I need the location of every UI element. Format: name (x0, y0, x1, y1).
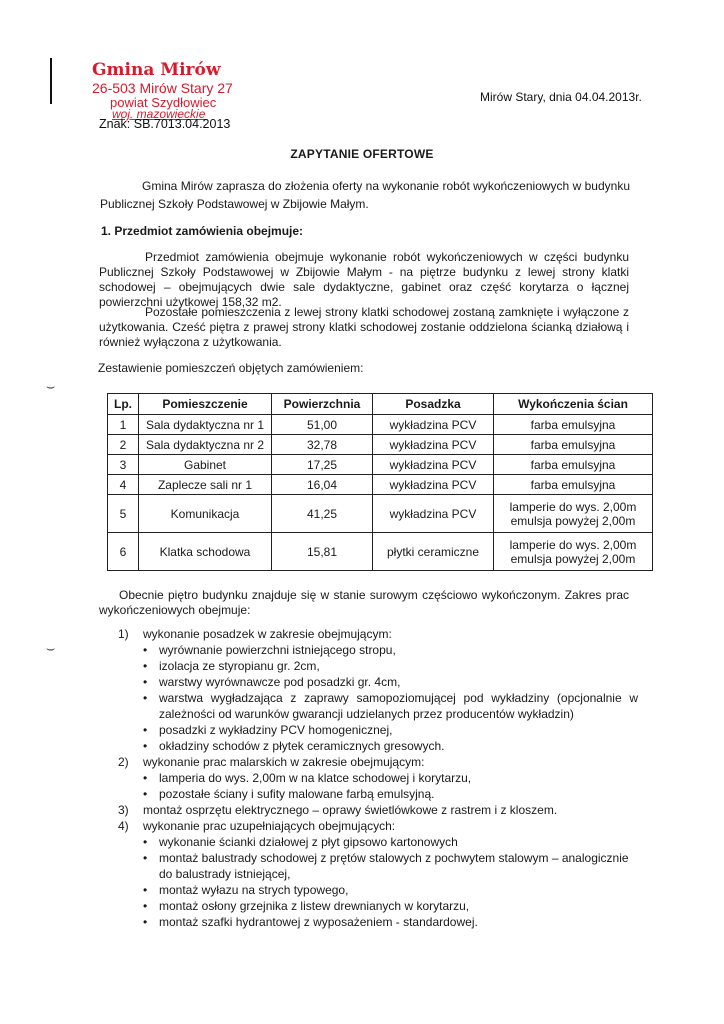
intro-paragraph: Gmina Mirów zaprasza do złożenia oferty na wykonanie robót wykończeniowych w budynku Publicznej Szkoły Podstawowej w Zbijowie Małym. (100, 179, 630, 211)
sub-item-text: montaż balustrady schodowej z prętów stalowych z pochwytem stalowym – analogicznie do balustrady istniejącej, (159, 851, 629, 881)
cell-lp: 5 (108, 495, 139, 533)
sub-item-text: montaż osłony grzejnika z listew drewnianych w korytarzu, (159, 899, 470, 913)
reference-number: Znak: SB.7013.04.2013 (99, 117, 231, 131)
cell-floor: wykładzina PCV (373, 495, 494, 533)
bullet-icon: • (143, 739, 148, 753)
section-1-heading: 1. Przedmiot zamówienia obejmuje: (101, 224, 304, 238)
sub-item (118, 770, 638, 786)
bullet-icon: • (143, 835, 148, 849)
stamp-county: powiat Szydłowiec (110, 95, 217, 110)
cell-area: 41,25 (272, 495, 373, 533)
bullet-icon: • (143, 691, 148, 705)
bullet-icon: • (143, 771, 148, 785)
cell-room: Komunikacja (139, 495, 272, 533)
list-item (118, 754, 638, 770)
table-row (108, 455, 653, 475)
list-item (118, 802, 638, 818)
cell-walls: farba emulsyjna (494, 435, 653, 455)
cell-lp: 3 (108, 455, 139, 475)
section-1-paragraph-2: Pozostałe pomieszczenia z lewej strony klatki schodowej zostaną zamknięte i wyłączone z użytkowania. Cześć piętra z prawej strony klatki schodowej zostanie oddzielona ścianką działową i również wyłączona z użytkowania. (99, 305, 629, 349)
sub-item (118, 898, 638, 914)
bullet-icon: • (143, 915, 148, 929)
cell-walls-line-1: lamperie do wys. 2,00m (509, 537, 637, 552)
cell-lp: 6 (108, 533, 139, 571)
scope-paragraph: Obecnie piętro budynku znajduje się w stanie surowym częściowo wykończonym. Zakres prac wykończeniowych obejmuje: (99, 588, 629, 617)
cell-floor: wykładzina PCV (373, 475, 494, 495)
cell-walls-line-2: emulsja powyżej 2,00m (510, 513, 636, 528)
cell-floor: wykładzina PCV (373, 415, 494, 435)
header-area: Powierzchnia (272, 394, 373, 415)
cell-walls (494, 495, 653, 533)
list-item-text: wykonanie prac uzupełniających obejmujących: (143, 819, 396, 833)
rooms-table (107, 393, 653, 571)
sub-item-text: posadzki z wykładziny PCV homogenicznej, (159, 723, 393, 737)
cell-lp: 2 (108, 435, 139, 455)
bullet-icon: • (143, 723, 148, 737)
scope-list (118, 626, 638, 930)
sub-item (118, 674, 638, 690)
table-row (108, 533, 653, 571)
cell-walls-line-1: lamperie do wys. 2,00m (509, 499, 637, 514)
sub-item (118, 722, 638, 738)
cell-room: Sala dydaktyczna nr 2 (139, 435, 272, 455)
cell-area: 51,00 (272, 415, 373, 435)
table-row (108, 435, 653, 455)
sub-item (118, 658, 638, 674)
cell-lp: 4 (108, 475, 139, 495)
stamp-address: 26-503 Mirów Stary 27 (92, 80, 233, 96)
cell-walls-line-2: emulsja powyżej 2,00m (510, 551, 636, 566)
stamp-province: woj. mazowieckie (112, 107, 206, 121)
sub-item (118, 738, 638, 754)
sub-item-text: montaż szafki hydrantowej z wyposażeniem - standardowej. (159, 915, 478, 929)
sub-item-text: lamperia do wys. 2,00m w na klatce schodowej i korytarzu, (159, 771, 472, 785)
table-row (108, 495, 653, 533)
sub-item-text: wyrównanie powierzchni istniejącego stropu, (159, 643, 396, 657)
cell-area: 17,25 (272, 455, 373, 475)
list-number: 4) (118, 819, 129, 833)
sub-item (118, 786, 638, 802)
list-item (118, 626, 638, 642)
bullet-icon: • (143, 675, 148, 689)
list-item (118, 818, 638, 834)
cell-area: 32,78 (272, 435, 373, 455)
header-floor: Posadzka (373, 394, 494, 415)
sub-item-text: warstwa wygładzająca z zaprawy samopoziomującej pod wykładziny (opcjonalnie w zależności od warunków gwarancji udzielanych przez producentów wykładzin) (159, 691, 638, 721)
list-number: 3) (118, 803, 129, 817)
sub-item-text: wykonanie ścianki działowej z płyt gipsowo kartonowych (159, 835, 458, 849)
cell-walls (494, 533, 653, 571)
sub-item (118, 914, 638, 930)
section-1-paragraph-1: Przedmiot zamówienia obejmuje wykonanie robót wykończeniowych w części budynku Publicznej Szkoły Podstawowej w Zbijowie Małym - na piętrze budynku z lewej strony klatki schodowej – obejmujących dwie sale dydaktyczne, gabinet oraz część korytarza o łącznej powierzchni użytkowej 158,32 m2. (99, 250, 629, 309)
header-room: Pomieszczenie (139, 394, 272, 415)
sub-item-text: izolacja ze styropianu gr. 2cm, (159, 659, 320, 673)
cell-lp: 1 (108, 415, 139, 435)
list-number: 1) (118, 627, 129, 641)
cell-walls: farba emulsyjna (494, 455, 653, 475)
cell-room: Klatka schodowa (139, 533, 272, 571)
bullet-icon: • (143, 899, 148, 913)
table-row (108, 475, 653, 495)
stamp-name: Gmina Mirów (92, 60, 221, 80)
sub-item-text: pozostałe ściany i sufity malowane farbą emulsyjną. (159, 787, 435, 801)
bullet-icon: • (143, 659, 148, 673)
sub-item (118, 850, 638, 882)
cell-floor: płytki ceramiczne (373, 533, 494, 571)
sub-item-text: okładziny schodów z płytek ceramicznych gresowych. (159, 739, 445, 753)
cell-walls: farba emulsyjna (494, 415, 653, 435)
bullet-icon: • (143, 787, 148, 801)
cell-room: Sala dydaktyczna nr 1 (139, 415, 272, 435)
sub-item (118, 690, 638, 722)
header-lp: Lp. (108, 394, 139, 415)
sub-item-text: montaż wyłazu na strych typowego, (159, 883, 349, 897)
cell-walls: farba emulsyjna (494, 475, 653, 495)
table-lead: Zestawienie pomieszczeń objętych zamówieniem: (98, 361, 364, 375)
sub-item (118, 882, 638, 898)
sub-item (118, 642, 638, 658)
table-row (108, 415, 653, 435)
list-number: 2) (118, 755, 129, 769)
header-walls: Wykończenia ścian (494, 394, 653, 415)
cell-area: 15,81 (272, 533, 373, 571)
list-item-text: wykonanie prac malarskich w zakresie obejmującym: (143, 755, 425, 769)
bullet-icon: • (143, 851, 148, 865)
sub-item-text: warstwy wyrównawcze pod posadzki gr. 4cm, (159, 675, 401, 689)
cell-room: Zaplecze sali nr 1 (139, 475, 272, 495)
bullet-icon: • (143, 643, 148, 657)
bullet-icon: • (143, 883, 148, 897)
cell-room: Gabinet (139, 455, 272, 475)
margin-tick-mark: ⌣ (46, 640, 56, 656)
table-header-row (108, 394, 653, 415)
margin-rule (50, 58, 52, 104)
margin-tick-mark: ⌣ (46, 378, 56, 394)
document-title: ZAPYTANIE OFERTOWE (290, 147, 434, 161)
list-item-text: montaż osprzętu elektrycznego – oprawy świetlówkowe z rastrem i z kloszem. (143, 803, 558, 817)
cell-floor: wykładzina PCV (373, 455, 494, 475)
list-item-text: wykonanie posadzek w zakresie obejmującym: (143, 627, 392, 641)
sub-item (118, 834, 638, 850)
cell-floor: wykładzina PCV (373, 435, 494, 455)
place-and-date: Mirów Stary, dnia 04.04.2013r. (480, 90, 642, 104)
cell-area: 16,04 (272, 475, 373, 495)
